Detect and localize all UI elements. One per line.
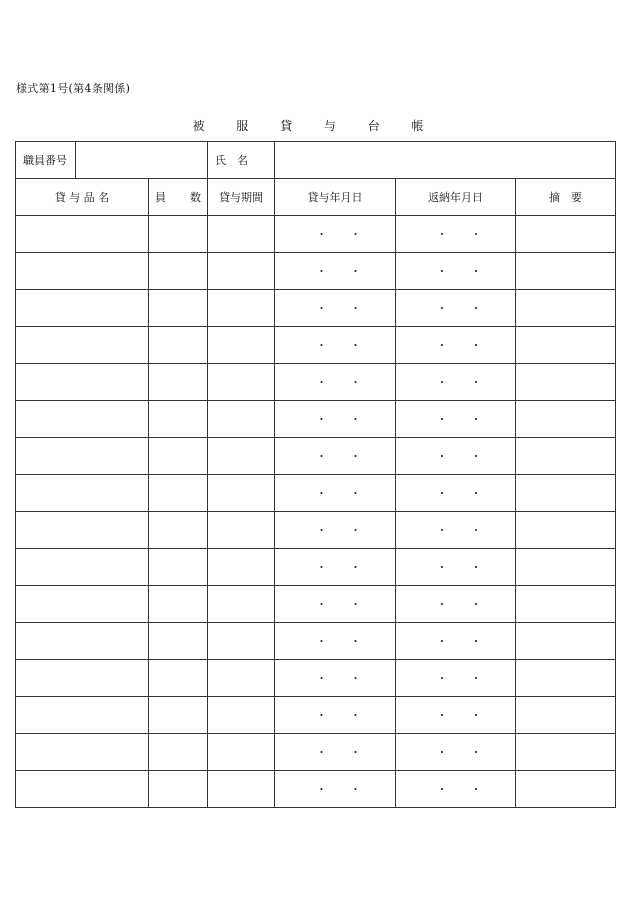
item-name-cell[interactable]	[16, 623, 149, 660]
remarks-cell[interactable]	[516, 623, 616, 660]
return-date-cell[interactable]	[396, 438, 516, 475]
date-separators	[275, 710, 395, 721]
date-separators	[396, 266, 515, 277]
remarks-cell[interactable]	[516, 438, 616, 475]
table-row	[16, 697, 616, 734]
remarks-cell[interactable]	[516, 253, 616, 290]
remarks-cell[interactable]	[516, 771, 616, 808]
remarks-cell[interactable]	[516, 697, 616, 734]
date-separators	[275, 451, 395, 462]
remarks-cell[interactable]	[516, 401, 616, 438]
column-header-loan-period: 貸与期間	[208, 179, 275, 216]
date-separator: ・	[470, 375, 482, 389]
date-separator: ・	[316, 671, 327, 685]
table-row	[16, 512, 616, 549]
date-separators	[396, 451, 515, 462]
loan-date-cell[interactable]	[275, 253, 396, 290]
loan-period-cell[interactable]	[208, 586, 275, 623]
table-row	[16, 364, 616, 401]
date-separators	[396, 673, 515, 684]
date-separator: ・	[436, 560, 448, 574]
date-separators	[396, 710, 515, 721]
loan-date-cell[interactable]	[275, 697, 396, 734]
date-separator: ・	[316, 708, 327, 722]
return-date-cell[interactable]	[396, 512, 516, 549]
remarks-cell[interactable]	[516, 512, 616, 549]
count-cell[interactable]	[149, 475, 208, 512]
date-separator: ・	[316, 634, 327, 648]
date-separators	[396, 525, 515, 536]
table-row	[16, 660, 616, 697]
date-separators	[396, 562, 515, 573]
remarks-cell[interactable]	[516, 475, 616, 512]
count-label-right: 数	[190, 191, 201, 204]
remarks-cell[interactable]	[516, 290, 616, 327]
date-separators	[396, 303, 515, 314]
date-separator: ・	[350, 560, 361, 574]
remarks-cell[interactable]	[516, 734, 616, 771]
date-separator: ・	[436, 338, 448, 352]
count-cell[interactable]	[149, 290, 208, 327]
date-separator: ・	[316, 227, 327, 241]
date-separators	[396, 229, 515, 240]
table-row	[16, 327, 616, 364]
count-cell[interactable]	[149, 734, 208, 771]
item-name-cell[interactable]	[16, 549, 149, 586]
date-separator: ・	[316, 338, 327, 352]
remarks-cell[interactable]	[516, 327, 616, 364]
date-separator: ・	[316, 375, 327, 389]
count-cell[interactable]	[149, 401, 208, 438]
date-separator: ・	[436, 745, 448, 759]
date-separator: ・	[316, 264, 327, 278]
return-date-cell[interactable]	[396, 364, 516, 401]
date-separators	[275, 303, 395, 314]
count-cell[interactable]	[149, 697, 208, 734]
item-name-cell[interactable]	[16, 327, 149, 364]
date-separator: ・	[436, 301, 448, 315]
date-separator: ・	[470, 560, 482, 574]
return-date-cell[interactable]	[396, 327, 516, 364]
date-separator: ・	[436, 449, 448, 463]
count-cell[interactable]	[149, 660, 208, 697]
date-separators	[396, 414, 515, 425]
date-separator: ・	[316, 301, 327, 315]
item-name-cell[interactable]	[16, 771, 149, 808]
date-separators	[396, 377, 515, 388]
staff-number-field[interactable]	[76, 142, 208, 179]
return-date-cell[interactable]	[396, 253, 516, 290]
date-separators	[275, 525, 395, 536]
table-row	[16, 401, 616, 438]
date-separator: ・	[350, 375, 361, 389]
name-label: 氏 名	[208, 142, 275, 179]
remarks-cell[interactable]	[516, 586, 616, 623]
date-separator: ・	[316, 745, 327, 759]
loan-period-cell[interactable]	[208, 401, 275, 438]
return-date-cell[interactable]	[396, 771, 516, 808]
date-separator: ・	[470, 597, 482, 611]
date-separator: ・	[470, 227, 482, 241]
loan-date-cell[interactable]	[275, 290, 396, 327]
count-cell[interactable]	[149, 586, 208, 623]
date-separator: ・	[436, 671, 448, 685]
count-cell[interactable]	[149, 253, 208, 290]
date-separator: ・	[470, 671, 482, 685]
date-separators	[396, 784, 515, 795]
loan-date-cell[interactable]	[275, 586, 396, 623]
date-separator: ・	[350, 782, 361, 796]
loan-period-cell[interactable]	[208, 623, 275, 660]
date-separators	[275, 340, 395, 351]
date-separator: ・	[316, 782, 327, 796]
date-separator: ・	[350, 745, 361, 759]
date-separator: ・	[316, 597, 327, 611]
date-separator: ・	[350, 264, 361, 278]
date-separators	[396, 747, 515, 758]
date-separator: ・	[470, 745, 482, 759]
return-date-cell[interactable]	[396, 697, 516, 734]
date-separator: ・	[470, 301, 482, 315]
table-row	[16, 216, 616, 253]
return-date-cell[interactable]	[396, 623, 516, 660]
date-separator: ・	[350, 227, 361, 241]
loan-date-cell[interactable]	[275, 549, 396, 586]
remarks-cell[interactable]	[516, 549, 616, 586]
date-separators	[275, 747, 395, 758]
date-separators	[396, 488, 515, 499]
item-name-cell[interactable]	[16, 660, 149, 697]
return-date-cell[interactable]	[396, 734, 516, 771]
date-separator: ・	[316, 449, 327, 463]
date-separators	[396, 599, 515, 610]
loan-period-cell[interactable]	[208, 771, 275, 808]
date-separator: ・	[316, 523, 327, 537]
date-separator: ・	[436, 227, 448, 241]
date-separator: ・	[436, 708, 448, 722]
date-separator: ・	[436, 782, 448, 796]
loan-period-cell[interactable]	[208, 290, 275, 327]
remarks-cell[interactable]	[516, 216, 616, 253]
form-number: 様式第1号(第4条関係)	[16, 82, 131, 95]
name-field[interactable]	[275, 142, 616, 179]
loan-period-cell[interactable]	[208, 327, 275, 364]
date-separator: ・	[350, 301, 361, 315]
date-separator: ・	[350, 338, 361, 352]
item-name-cell[interactable]	[16, 364, 149, 401]
date-separator: ・	[470, 634, 482, 648]
table-row	[16, 290, 616, 327]
item-name-cell[interactable]	[16, 586, 149, 623]
clothing-loan-ledger	[15, 141, 616, 808]
date-separator: ・	[436, 634, 448, 648]
date-separator: ・	[436, 264, 448, 278]
date-separator: ・	[350, 671, 361, 685]
date-separators	[396, 340, 515, 351]
date-separators	[275, 266, 395, 277]
column-header-loan-date: 貸与年月日	[275, 179, 396, 216]
table-row	[16, 549, 616, 586]
date-separator: ・	[470, 338, 482, 352]
loan-period-cell[interactable]	[208, 364, 275, 401]
return-date-cell[interactable]	[396, 660, 516, 697]
count-cell[interactable]	[149, 364, 208, 401]
count-cell[interactable]	[149, 438, 208, 475]
date-separator: ・	[436, 412, 448, 426]
date-separator: ・	[316, 412, 327, 426]
loan-date-cell[interactable]	[275, 401, 396, 438]
count-cell[interactable]	[149, 771, 208, 808]
item-name-cell[interactable]	[16, 475, 149, 512]
table-row	[16, 623, 616, 660]
header-info-row	[16, 142, 616, 179]
date-separators	[396, 636, 515, 647]
date-separator: ・	[470, 264, 482, 278]
date-separators	[275, 784, 395, 795]
date-separator: ・	[350, 597, 361, 611]
loan-date-cell[interactable]	[275, 734, 396, 771]
loan-date-cell[interactable]	[275, 438, 396, 475]
item-name-cell[interactable]	[16, 697, 149, 734]
return-date-cell[interactable]	[396, 475, 516, 512]
date-separator: ・	[316, 560, 327, 574]
date-separator: ・	[470, 412, 482, 426]
loan-date-cell[interactable]	[275, 364, 396, 401]
return-date-cell[interactable]	[396, 401, 516, 438]
loan-period-cell[interactable]	[208, 549, 275, 586]
return-date-cell[interactable]	[396, 216, 516, 253]
item-name-cell[interactable]	[16, 401, 149, 438]
item-name-cell[interactable]	[16, 290, 149, 327]
column-header-remarks: 摘 要	[516, 179, 616, 216]
loan-date-cell[interactable]	[275, 623, 396, 660]
loan-date-cell[interactable]	[275, 216, 396, 253]
date-separators	[275, 673, 395, 684]
date-separator: ・	[470, 449, 482, 463]
loan-period-cell[interactable]	[208, 734, 275, 771]
loan-period-cell[interactable]	[208, 475, 275, 512]
table-row	[16, 586, 616, 623]
loan-period-cell[interactable]	[208, 438, 275, 475]
staff-number-label: 職員番号	[16, 142, 76, 179]
date-separators	[275, 229, 395, 240]
date-separator: ・	[350, 523, 361, 537]
remarks-cell[interactable]	[516, 364, 616, 401]
date-separators	[275, 414, 395, 425]
count-cell[interactable]	[149, 512, 208, 549]
date-separator: ・	[350, 449, 361, 463]
loan-date-cell[interactable]	[275, 660, 396, 697]
column-header-row	[16, 179, 616, 216]
date-separator: ・	[470, 782, 482, 796]
date-separator: ・	[470, 486, 482, 500]
column-header-return-date: 返納年月日	[396, 179, 516, 216]
return-date-cell[interactable]	[396, 549, 516, 586]
date-separators	[275, 599, 395, 610]
date-separators	[275, 562, 395, 573]
date-separator: ・	[350, 412, 361, 426]
date-separators	[275, 488, 395, 499]
document-title: 被 服 貸 与 台 帳	[192, 119, 438, 133]
date-separators	[275, 636, 395, 647]
date-separator: ・	[470, 523, 482, 537]
count-cell[interactable]	[149, 623, 208, 660]
loan-period-cell[interactable]	[208, 660, 275, 697]
date-separator: ・	[350, 634, 361, 648]
loan-period-cell[interactable]	[208, 512, 275, 549]
item-name-cell[interactable]	[16, 438, 149, 475]
loan-date-cell[interactable]	[275, 512, 396, 549]
loan-period-cell[interactable]	[208, 216, 275, 253]
table-row	[16, 734, 616, 771]
date-separator: ・	[436, 597, 448, 611]
loan-date-cell[interactable]	[275, 475, 396, 512]
count-cell[interactable]	[149, 549, 208, 586]
column-header-item-name: 貸 与 品 名	[16, 179, 149, 216]
item-name-cell[interactable]	[16, 512, 149, 549]
count-cell[interactable]	[149, 327, 208, 364]
remarks-cell[interactable]	[516, 660, 616, 697]
loan-date-cell[interactable]	[275, 327, 396, 364]
loan-period-cell[interactable]	[208, 253, 275, 290]
return-date-cell[interactable]	[396, 586, 516, 623]
count-cell[interactable]	[149, 216, 208, 253]
date-separators	[275, 377, 395, 388]
count-label-left: 員	[155, 191, 166, 204]
table-row	[16, 771, 616, 808]
table-row	[16, 253, 616, 290]
table-row	[16, 438, 616, 475]
table-row	[16, 475, 616, 512]
column-header-count	[149, 179, 208, 216]
date-separator: ・	[436, 375, 448, 389]
item-name-cell[interactable]	[16, 216, 149, 253]
item-name-cell[interactable]	[16, 734, 149, 771]
date-separator: ・	[436, 486, 448, 500]
date-separator: ・	[470, 708, 482, 722]
date-separator: ・	[436, 523, 448, 537]
date-separator: ・	[350, 708, 361, 722]
loan-date-cell[interactable]	[275, 771, 396, 808]
loan-period-cell[interactable]	[208, 697, 275, 734]
item-name-cell[interactable]	[16, 253, 149, 290]
date-separator: ・	[350, 486, 361, 500]
date-separator: ・	[316, 486, 327, 500]
return-date-cell[interactable]	[396, 290, 516, 327]
